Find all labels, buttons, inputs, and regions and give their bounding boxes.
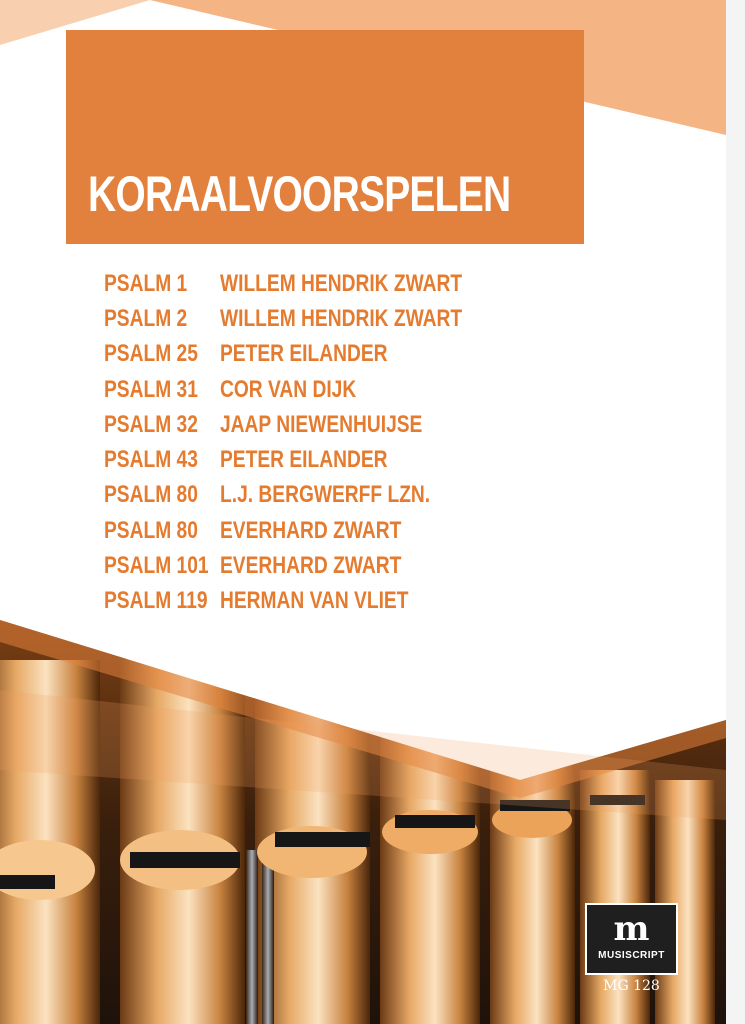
composer-name: PETER EILANDER bbox=[220, 340, 388, 368]
composer-name: EVERHARD ZWART bbox=[220, 516, 402, 544]
composer-name: HERMAN VAN VLIET bbox=[220, 587, 409, 615]
page-edge bbox=[726, 0, 745, 1024]
composer-name: PETER EILANDER bbox=[220, 446, 388, 474]
psalm-number: PSALM 25 bbox=[104, 340, 198, 368]
list-item bbox=[104, 337, 624, 372]
list-item bbox=[104, 407, 624, 442]
list-item bbox=[104, 548, 624, 583]
catalog-number: MG 128 bbox=[603, 978, 660, 994]
list-item bbox=[104, 442, 624, 477]
list-item bbox=[104, 478, 624, 513]
psalm-number: PSALM 2 bbox=[104, 304, 188, 332]
psalm-number: PSALM 1 bbox=[104, 269, 188, 297]
list-item bbox=[104, 266, 624, 301]
logo-letter: m bbox=[613, 909, 650, 949]
psalm-list bbox=[104, 266, 624, 654]
composer-name: COR VAN DIJK bbox=[220, 375, 357, 403]
composer-name: L.J. BERGWERFF LZN. bbox=[220, 481, 431, 509]
psalm-number: PSALM 31 bbox=[104, 375, 198, 403]
composer-name: JAAP NIEWENHUIJSE bbox=[220, 410, 423, 438]
psalm-number: PSALM 80 bbox=[104, 481, 198, 509]
page-title: KORAALVOORSPELEN bbox=[88, 166, 511, 222]
list-item bbox=[104, 584, 624, 619]
list-item bbox=[104, 372, 624, 407]
composer-name: EVERHARD ZWART bbox=[220, 552, 402, 580]
list-item bbox=[104, 301, 624, 336]
psalm-number: PSALM 32 bbox=[104, 410, 198, 438]
publisher-logo bbox=[585, 903, 678, 975]
list-item bbox=[104, 513, 624, 548]
psalm-number: PSALM 43 bbox=[104, 446, 198, 474]
publisher-name: MUSISCRIPT bbox=[598, 950, 665, 961]
psalm-number: PSALM 101 bbox=[104, 552, 209, 580]
composer-name: WILLEM HENDRIK ZWART bbox=[220, 269, 463, 297]
psalm-number: PSALM 80 bbox=[104, 516, 198, 544]
psalm-number: PSALM 119 bbox=[104, 587, 208, 615]
composer-name: WILLEM HENDRIK ZWART bbox=[220, 304, 463, 332]
